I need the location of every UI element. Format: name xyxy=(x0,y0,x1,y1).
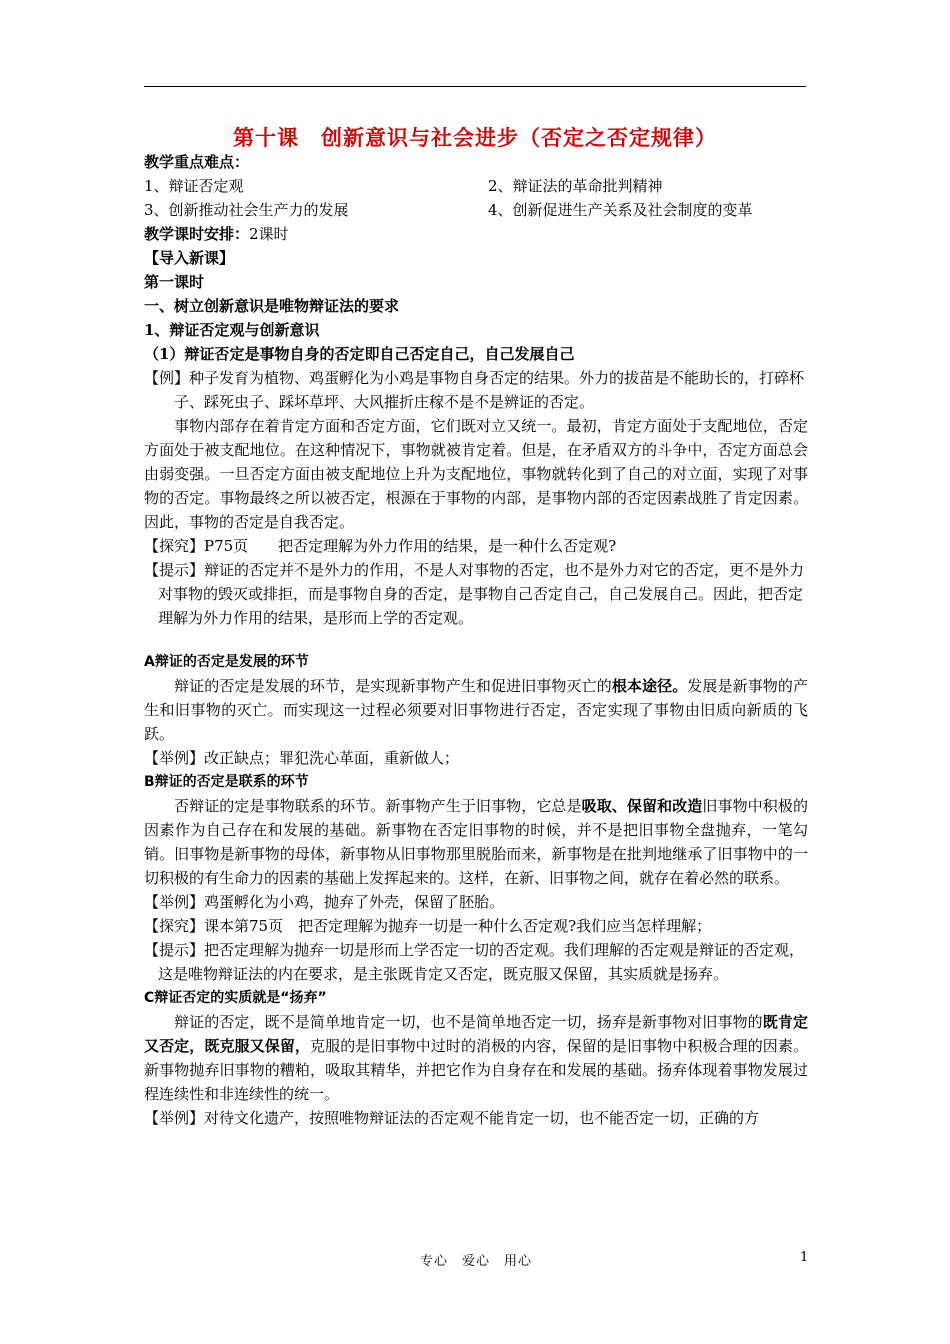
section-a-heading: A辩证的否定是发展的环节 xyxy=(144,654,309,670)
explore-line: 【探究】P75页 把否定理解为外力作用的结果，是一种什么否定观? xyxy=(144,537,617,555)
schedule-line xyxy=(144,222,808,246)
section-b-paragraph xyxy=(144,794,808,890)
example-line: 【举例】鸡蛋孵化为小鸡，抛弃了外壳，保留了胚胎。 xyxy=(144,893,505,911)
bold-run: 既肯定又否定，既克服又保留， xyxy=(144,1013,808,1055)
intro-heading: 【导入新课】 xyxy=(144,249,235,267)
point1-heading: （1）辩证否定是事物自身的否定即自己否定自己，自己发展自己 xyxy=(144,345,575,363)
example-paragraph: 【例】种子发育为植物、鸡蛋孵化为小鸡是事物自身否定的结果。外力的拔苗是不能助长的，打碎杯子、踩死虫子、踩坏草坪、大风摧折庄稼不是不是辨证的否定。 xyxy=(144,369,805,411)
text-run: 旧事物中积极的因素作为自己存在和发展的基础。新事物在否定旧事物的时候，并不是把旧事物全盘抛弃，一笔勾销。旧事物是新事物的母体，新事物从旧事物那里脱胎而来，新事物是在批判地继承了旧事物中的一切积极的有生命力的因素的基础上发挥起来的。这样，在新、旧事物之间，就存在着必然的联系。 xyxy=(144,797,808,887)
focus-item: 1、辩证否定观 xyxy=(144,177,244,195)
sub1-heading: 1、辩证否定观与创新意识 xyxy=(144,321,320,339)
text-run: 发展是新事物的产生和旧事物的灭亡。而实现这一过程必须要对旧事物进行否定，否定实现了事物由旧质向新质的飞跃。 xyxy=(144,677,808,743)
text-run: 克服的是旧事物中过时的消极的内容，保留的是旧事物中积极合理的因素。新事物抛弃旧事物的糟粕，吸取其精华，并把它作为自身存在和发展的基础。扬弃体现着事物发展过程连续性和非连续性的统一。 xyxy=(144,1037,808,1103)
focus-row-1 xyxy=(144,174,808,198)
section-c-paragraph xyxy=(144,1010,808,1106)
section-a-paragraph xyxy=(144,674,808,746)
part1-heading: 一、树立创新意识是唯物辩证法的要求 xyxy=(144,297,400,315)
hint-paragraph: 【提示】把否定理解为抛弃一切是形而上学否定一切的否定观。我们理解的否定观是辩证的否定观，这是唯物辩证法的内在要求，是主张既肯定又否定，既克服又保留，其实质就是扬弃。 xyxy=(144,941,805,983)
footer-text: 专心 爱心 用心 xyxy=(420,1254,533,1269)
focus-heading: 教学重点难点： xyxy=(144,153,250,171)
document-body xyxy=(144,150,808,1130)
text-run: 辩证的否定，既不是简单地肯定一切，也不是简单地否定一切，扬弃是新事物对旧事物的 xyxy=(174,1013,763,1031)
hint-paragraph: 【提示】辩证的否定并不是外力的作用，不是人对事物的否定，也不是外力对它的否定，更不是外力对事物的毁灭或排拒，而是事物自身的否定，是事物自己否定自己，自己发展自己。因此，把否定理解为外力作用的结果，是形而上学的否定观。 xyxy=(144,561,805,627)
header-rule xyxy=(144,86,806,87)
text-run: 辩证的否定是发展的环节，是实现新事物产生和促进旧事物灭亡的 xyxy=(174,677,612,695)
focus-row-2 xyxy=(144,198,808,222)
lesson-heading: 第一课时 xyxy=(144,273,205,291)
schedule-label: 教学课时安排： xyxy=(144,225,250,243)
focus-item: 4、创新促进生产关系及社会制度的变革 xyxy=(488,201,753,219)
explore-line: 【探究】课本第75页 把否定理解为抛弃一切是一种什么否定观?我们应当怎样理解； xyxy=(144,917,712,935)
schedule-value: 2课时 xyxy=(249,225,289,243)
body-paragraph: 事物内部存在着肯定方面和否定方面，它们既对立又统一。最初，肯定方面处于支配地位，否定方面处于被支配地位。在这种情况下，事物就被肯定着。但是，在矛盾双方的斗争中，否定方面总会由弱变强。一旦否定方面由被支配地位上升为支配地位，事物就转化到了自己的对立面，实现了对事物的否定。事物最终之所以被否定，根源在于事物的内部，是事物内部的否定因素战胜了肯定因素。因此，事物的否定是自我否定。 xyxy=(144,417,808,531)
example-line: 【举例】对待文化遗产，按照唯物辩证法的否定观不能肯定一切，也不能否定一切，正确的方 xyxy=(144,1109,760,1127)
page-title: 第十课 创新意识与社会进步（否定之否定规律） xyxy=(233,125,717,150)
section-c-heading: C辩证否定的实质就是“扬弃” xyxy=(144,990,327,1006)
text-run: 否辩证的定是事物联系的环节。新事物产生于旧事物，它总是 xyxy=(174,797,582,815)
example-line: 【举例】改正缺点；罪犯洗心革面，重新做人； xyxy=(144,749,460,767)
spacer xyxy=(144,630,808,650)
focus-item: 2、辩证法的革命批判精神 xyxy=(488,177,663,195)
focus-item: 3、创新推动社会生产力的发展 xyxy=(144,201,349,219)
bold-run: 吸取、保留和改造 xyxy=(581,797,703,815)
page-number: 1 xyxy=(800,1250,809,1265)
bold-run: 根本途径。 xyxy=(611,677,688,695)
section-b-heading: B辩证的否定是联系的环节 xyxy=(144,774,309,790)
